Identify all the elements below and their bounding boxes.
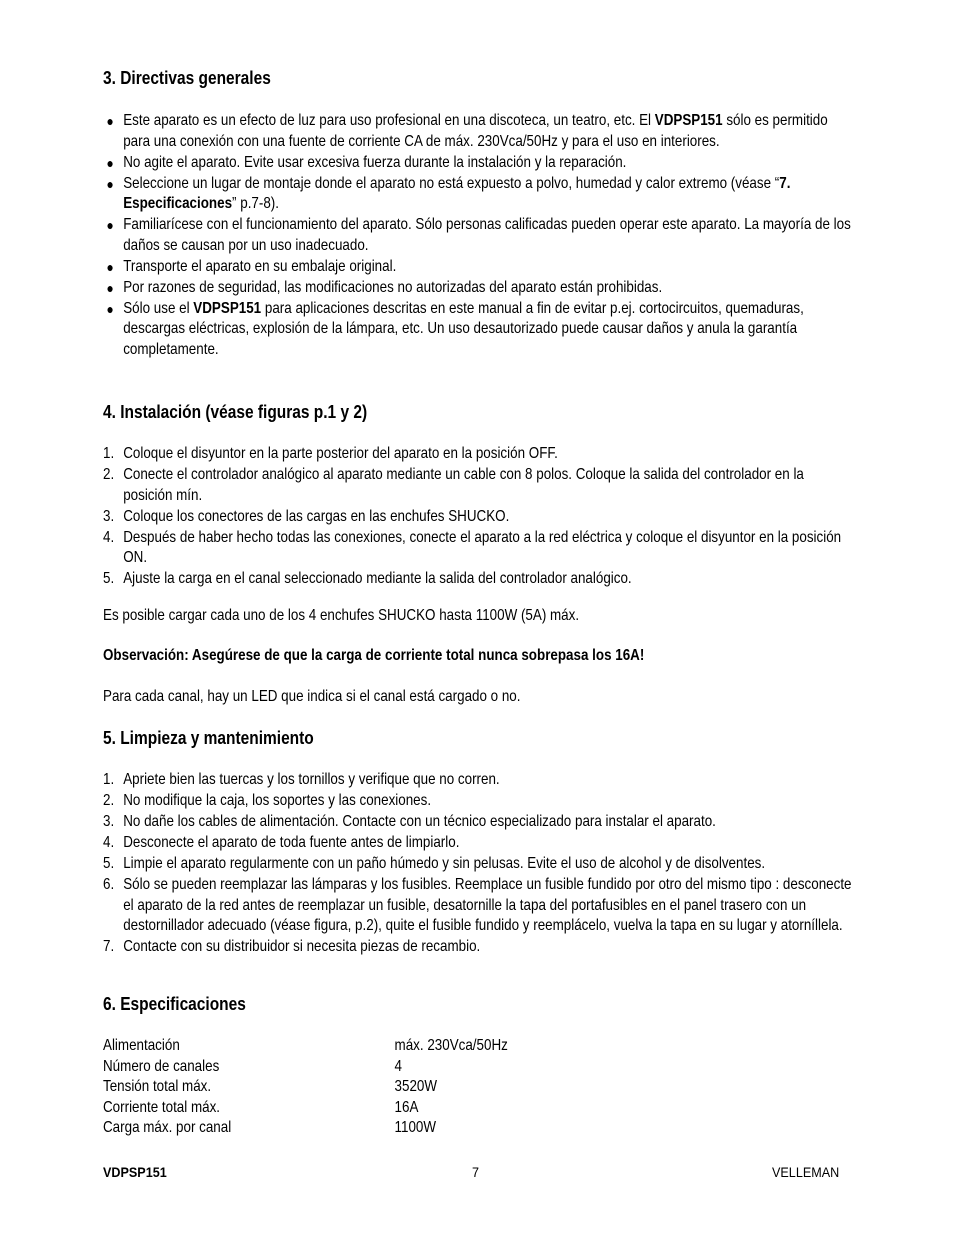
observation-note: Observación: Asegúrese de que la carga de corriente total nunca sobrepasa los 16A! xyxy=(103,647,645,664)
list-item: 1. Coloque el disyuntor en la parte posterior del aparato en la posición OFF. xyxy=(103,445,558,462)
bullet-icon: ● xyxy=(106,217,114,233)
bullet-icon: ● xyxy=(106,279,114,296)
led-paragraph: Para cada canal, hay un LED que indica si el canal está cargado o no. xyxy=(103,688,521,705)
spec-value: 1100W xyxy=(394,1119,437,1136)
bullet-icon: ● xyxy=(106,258,114,275)
list-item: ● Transporte el aparato en su embalaje original. xyxy=(103,257,853,278)
section-5-heading: 5. Limpieza y mantenimiento xyxy=(103,728,314,748)
list-item: ● Seleccione un lugar de montaje donde el aparato no está expuesto a polvo, humedad y calor extremo (véase “7. Especificaciones” p.7-8). xyxy=(106,174,791,212)
bullet-icon: ● xyxy=(106,113,114,129)
spec-row xyxy=(103,1118,533,1139)
list-item: 4. Desconecte el aparato de toda fuente antes de limpiarlo. xyxy=(103,834,460,851)
spec-label: Corriente total máx. xyxy=(103,1098,221,1116)
footer-page-number: 7 xyxy=(472,1164,480,1180)
section-3-heading: 3. Directivas generales xyxy=(103,68,271,88)
list-item: ● No agite el aparato. Evite usar excesiva fuerza durante la instalación y la reparación. xyxy=(103,153,853,174)
spec-label: Alimentación xyxy=(103,1037,180,1054)
footer-brand: VELLEMAN xyxy=(772,1164,840,1180)
spec-row xyxy=(103,1057,533,1078)
list-item: 1. Apriete bien las tuercas y los tornillos y verifique que no corren. xyxy=(103,771,500,788)
list-item: ● Por razones de seguridad, las modificaciones no autorizadas del aparato están prohibidas. xyxy=(103,278,853,299)
bullet-icon: ● xyxy=(106,175,114,192)
maintenance-steps-list xyxy=(103,770,853,958)
load-capacity-paragraph: Es posible cargar cada uno de los 4 enchufes SHUCKO hasta 1100W (5A) máx. xyxy=(103,607,580,624)
spec-label: Número de canales xyxy=(103,1057,220,1075)
spec-value: máx. 230Vca/50Hz xyxy=(394,1037,508,1054)
list-item: ● Familiarícese con el funcionamiento del aparato. Sólo personas calificadas pueden operar este aparato. La mayoría de los daños se causan por un uso inadecuado. xyxy=(106,216,851,254)
list-item: 2. Conecte el controlador analógico al aparato mediante un cable con 8 polos. Coloque la salida del controlador en la posición mín. xyxy=(103,466,804,504)
spec-row xyxy=(103,1098,533,1119)
list-item: 4. Después de haber hecho todas las conexiones, conecte el aparato a la red eléctrica y coloque el disyuntor en la posición ON. xyxy=(103,528,842,566)
spec-row xyxy=(103,1077,533,1098)
list-item: 2. No modifique la caja, los soportes y las conexiones. xyxy=(103,792,432,809)
list-item: 5. Ajuste la carga en el canal seleccionado mediante la salida del controlador analógico. xyxy=(103,570,632,587)
footer-model: VDPSP151 xyxy=(103,1164,167,1180)
bullet-icon: ● xyxy=(106,300,114,317)
section-4-heading: 4. Instalación (véase figuras p.1 y 2) xyxy=(103,402,368,422)
spec-label: Carga máx. por canal xyxy=(103,1119,232,1136)
spec-value: 3520W xyxy=(394,1078,438,1095)
specifications-table xyxy=(103,1036,533,1139)
spec-value: 16A xyxy=(394,1098,419,1116)
spec-value: 4 xyxy=(394,1057,403,1075)
general-directives-list xyxy=(103,111,853,361)
section-6-heading: 6. Especificaciones xyxy=(103,994,246,1014)
list-item: 5. Limpie el aparato regularmente con un paño húmedo y sin pelusas. Evite el uso de alcohol y de disolventes. xyxy=(103,855,766,872)
list-item: 3. No dañe los cables de alimentación. Contacte con un técnico especializado para instalar el aparato. xyxy=(103,813,716,830)
bullet-icon: ● xyxy=(106,154,114,171)
list-item: 6. Sólo se pueden reemplazar las lámparas y los fusibles. Reemplace un fusible fundido por otro del mismo tipo : desconecte el aparato de la red antes de reemplazar un fusible, desatornille la tapa del portafusibles en el panel trasero con un destornillador adecuado (véase figura, p.2), quite el fusible fundido y reemplácelo, vuelva la tapa en su lugar y atorníllela. xyxy=(103,876,852,934)
spec-row xyxy=(103,1036,533,1057)
spec-label: Tensión total máx. xyxy=(103,1078,212,1095)
list-item: 7. Contacte con su distribuidor si necesita piezas de recambio. xyxy=(103,938,481,955)
list-item: 3. Coloque los conectores de las cargas en las enchufes SHUCKO. xyxy=(103,507,510,525)
list-item: ● Este aparato es un efecto de luz para uso profesional en una discoteca, un teatro, etc. El VDPSP151 sólo es permitido para una conexión con una fuente de corriente CA de máx. 230Vca/50Hz y para el uso en interiores. xyxy=(106,112,828,150)
installation-steps-list xyxy=(103,444,853,590)
list-item: ● Sólo use el VDPSP151 para aplicaciones descritas en este manual a fin de evitar p.ej. cortocircuitos, quemaduras, descargas eléctricas, explosión de la lámpara, etc. Un uso desautorizado puede causar daños y anula la garantía completamente. xyxy=(106,299,804,358)
